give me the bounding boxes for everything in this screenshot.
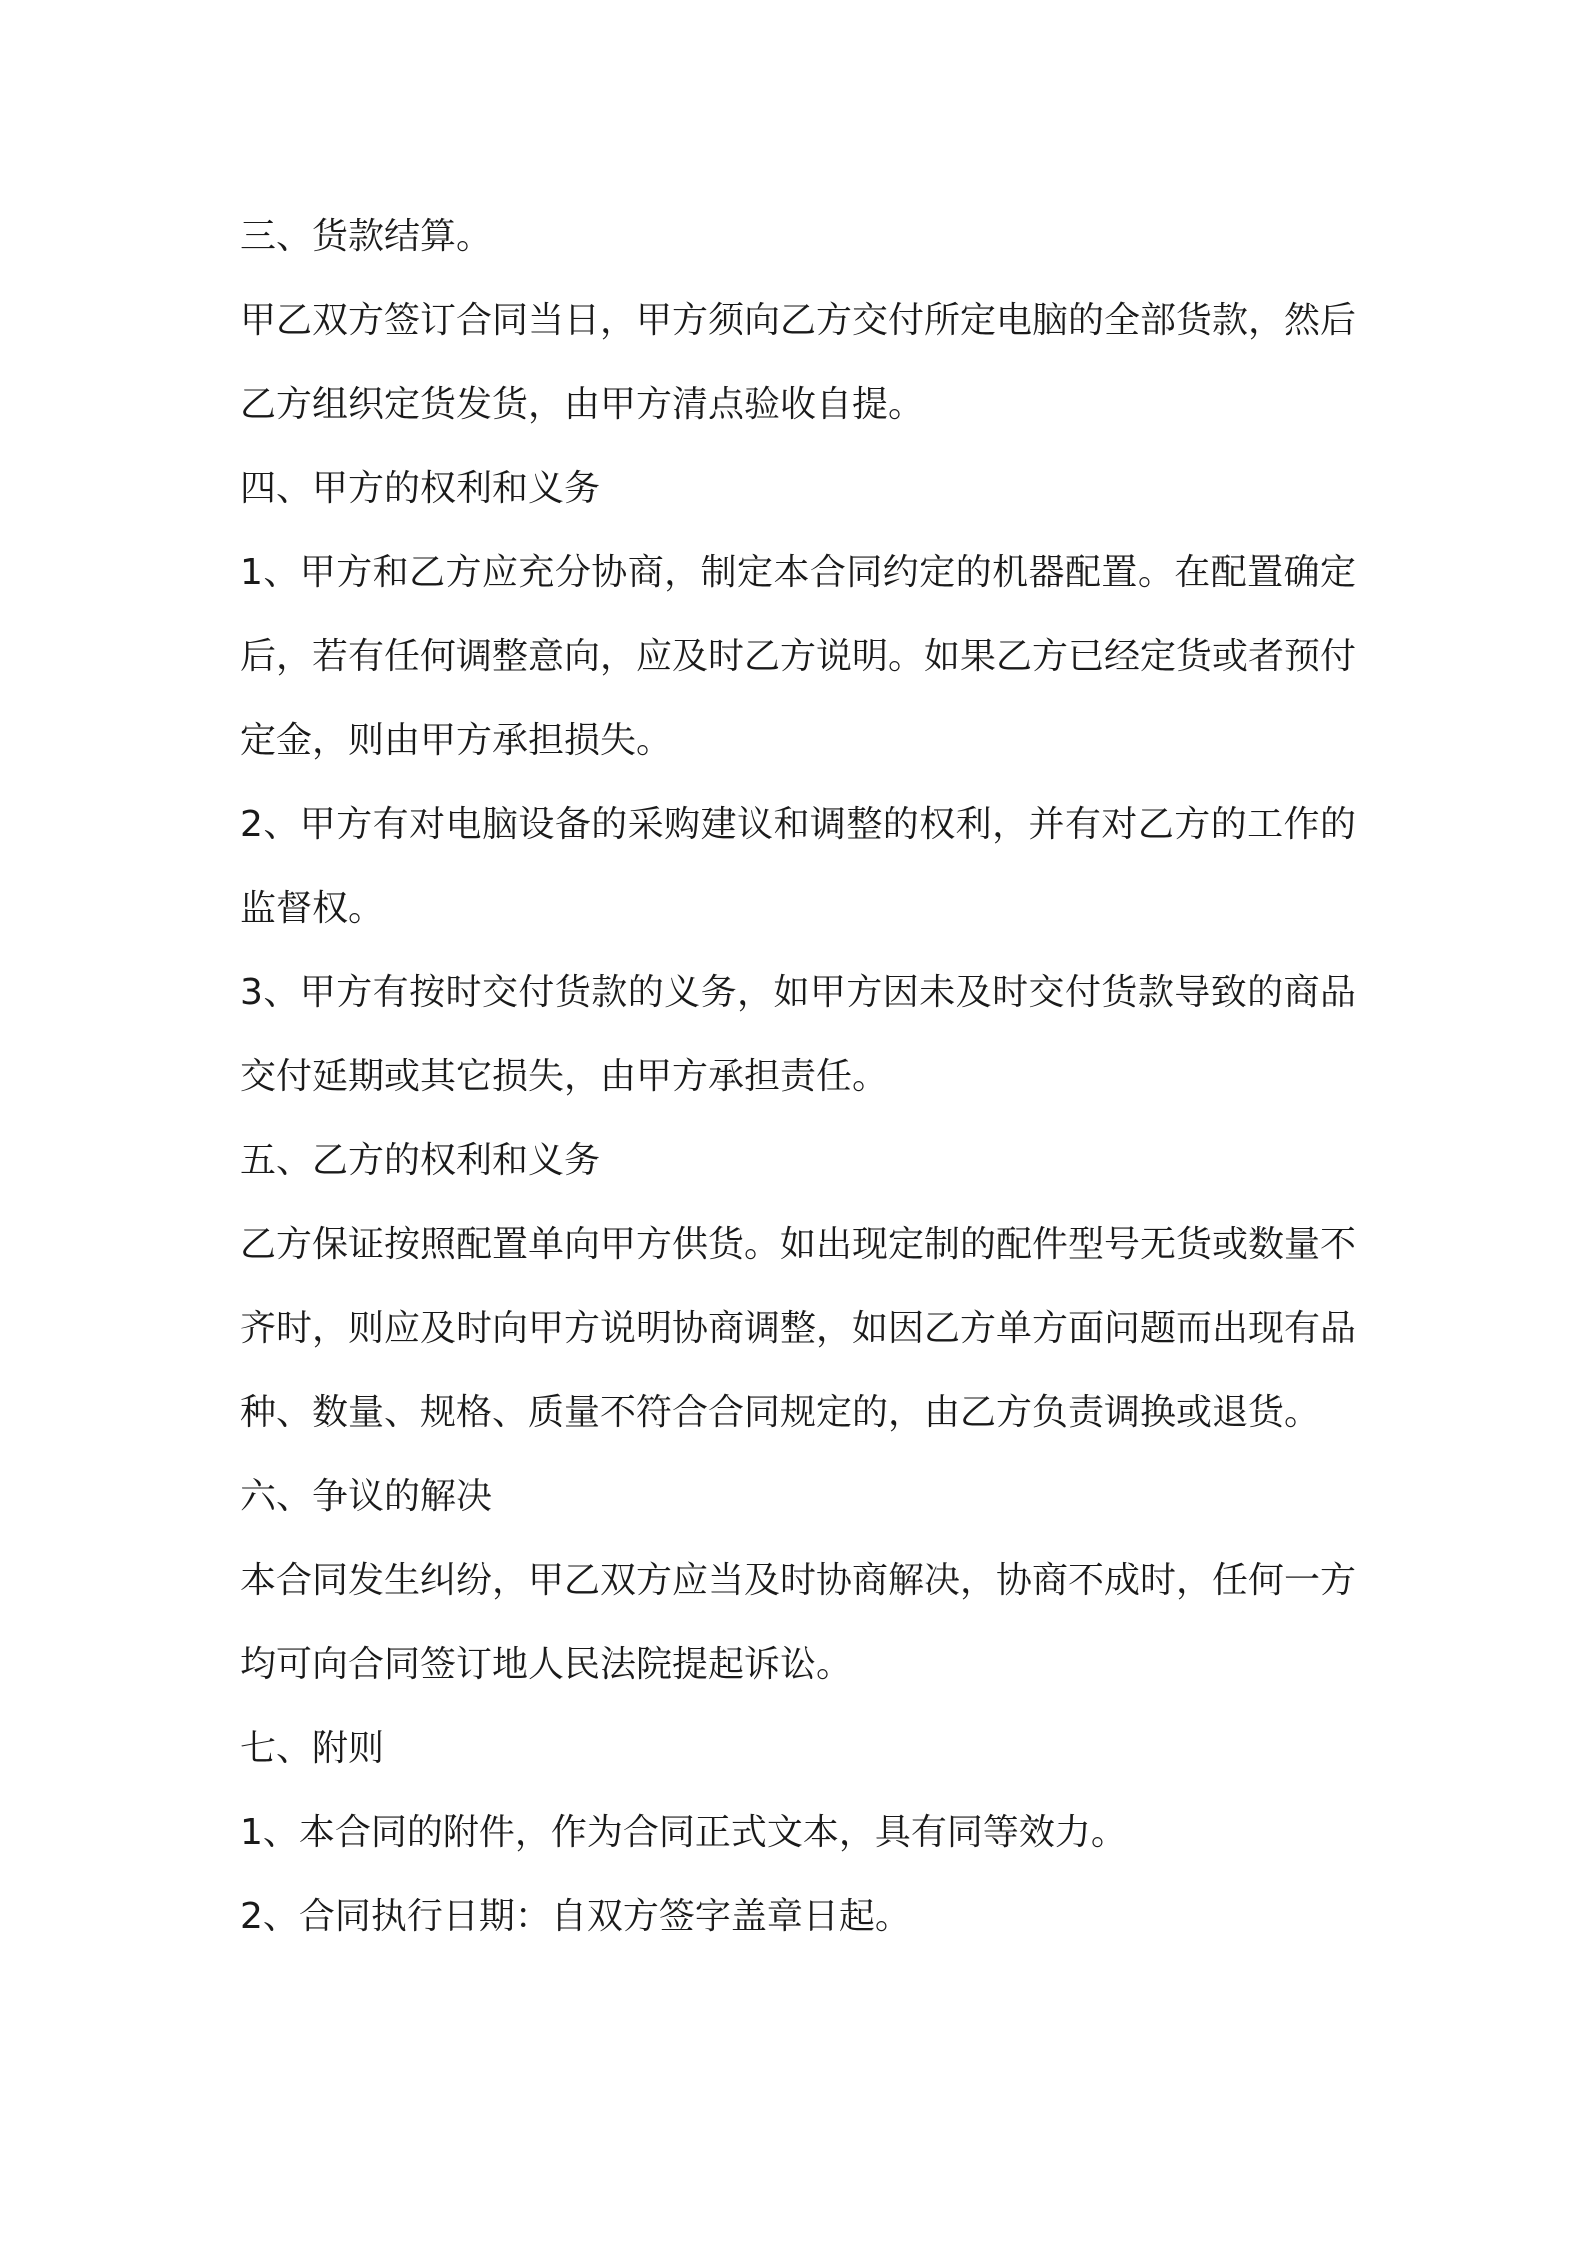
section-heading-supplementary: 七、附则 <box>240 1728 385 1769</box>
paragraph-supplementary-item-2: 2、合同执行日期：自双方签字盖章日起。 <box>240 1896 911 1937</box>
section-heading-dispute: 六、争议的解决 <box>240 1476 493 1517</box>
paragraph-party-b-terms: 乙方保证按照配置单向甲方供货。如出现定制的配件型号无货或数量不齐时，则应及时向甲方说明协商调整，如因乙方单方面问题而出现有品种、数量、规格、质量不符合合同规定的，由乙方负责调换或退货。 <box>240 1224 1357 1433</box>
paragraph-supplementary-item-1: 1、本合同的附件，作为合同正式文本，具有同等效力。 <box>240 1812 1127 1853</box>
paragraph-dispute-terms: 本合同发生纠纷，甲乙双方应当及时协商解决，协商不成时，任何一方均可向合同签订地人民法院提起诉讼。 <box>240 1560 1357 1685</box>
paragraph-party-a-item-1: 1、甲方和乙方应充分协商，制定本合同约定的机器配置。在配置确定后，若有任何调整意向，应及时乙方说明。如果乙方已经定货或者预付定金，则由甲方承担损失。 <box>240 552 1357 761</box>
section-heading-payment: 三、货款结算。 <box>240 216 493 257</box>
paragraph-party-a-item-3: 3、甲方有按时交付货款的义务，如甲方因未及时交付货款导致的商品交付延期或其它损失，由甲方承担责任。 <box>240 972 1356 1097</box>
contract-body <box>240 195 1356 1959</box>
paragraph-party-a-item-2: 2、甲方有对电脑设备的采购建议和调整的权利，并有对乙方的工作的监督权。 <box>240 804 1356 929</box>
section-heading-party-b-rights: 五、乙方的权利和义务 <box>240 1140 601 1181</box>
section-heading-party-a-rights: 四、甲方的权利和义务 <box>240 468 601 509</box>
paragraph-payment-terms: 甲乙双方签订合同当日，甲方须向乙方交付所定电脑的全部货款，然后乙方组织定货发货，由甲方清点验收自提。 <box>240 300 1357 425</box>
